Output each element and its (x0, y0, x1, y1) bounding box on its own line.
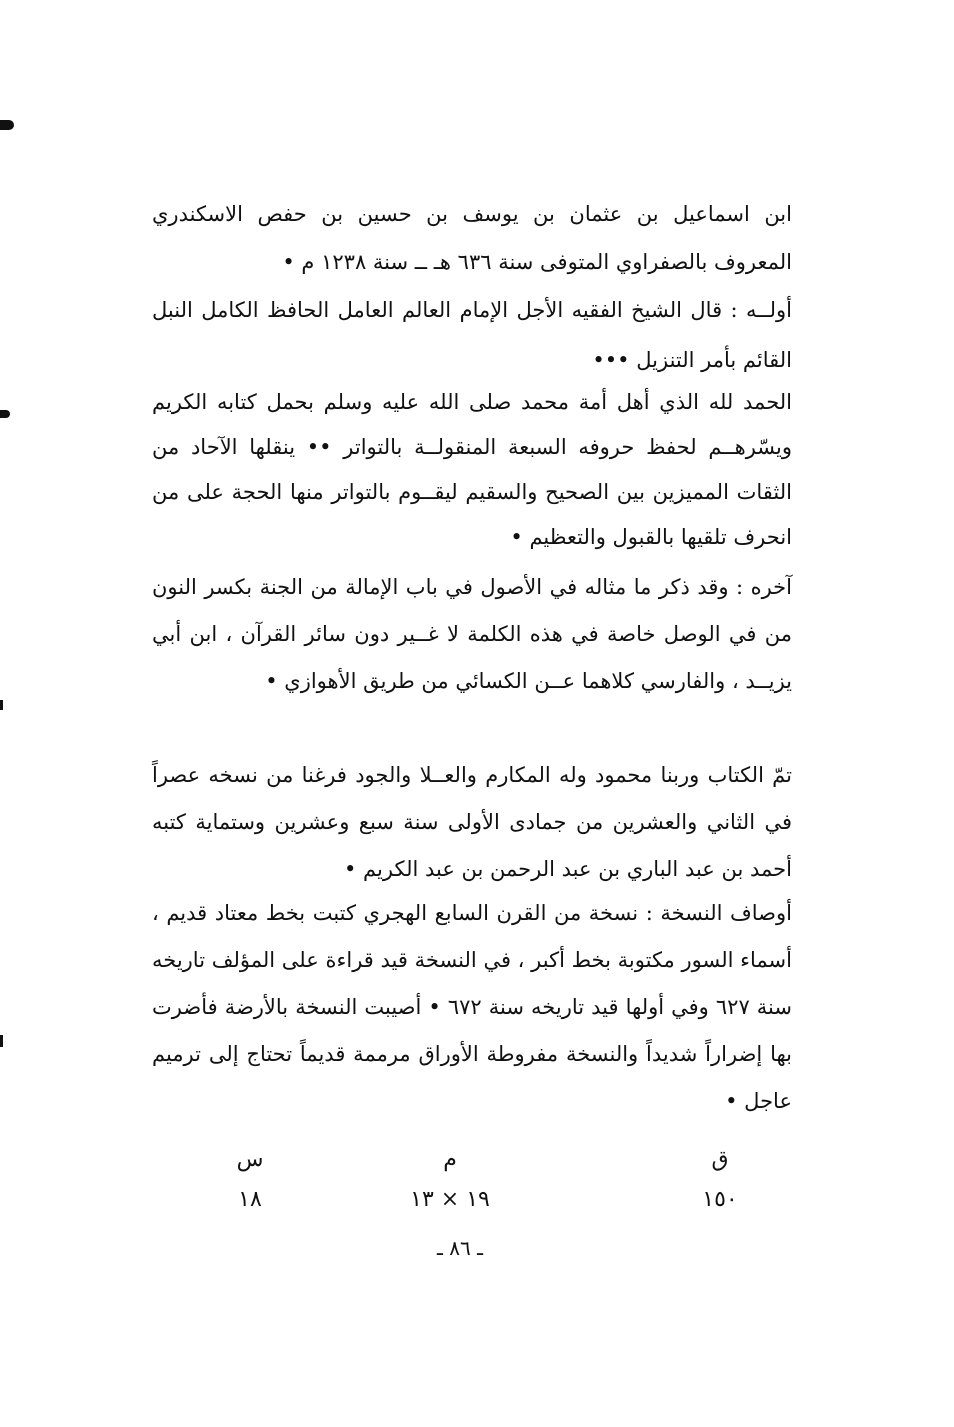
manuscript-dimensions (200, 1140, 740, 1220)
size-value: ١٩ × ١٣ (410, 1187, 490, 1212)
lines-label: س (236, 1147, 264, 1172)
lines-value: ١٨ (238, 1187, 262, 1212)
scan-margin-mark (0, 120, 14, 130)
scan-margin-mark (0, 410, 10, 418)
size-label: م (443, 1147, 457, 1172)
author-paragraph: ابن اسماعيل بن عثمان بن يوسف بن حسين بن حفص الاسكندري المعروف بالصفراوي المتوفى سنة ٦٣٦ هـ ــ سنة ١٢٣٨ م • (152, 202, 792, 274)
colophon-paragraph: تمّ الكتاب وربنا محمود وله المكارم والعــلا والجود فرغنا من نسخه عصراً في الثاني والعشرين من جمادى الأولى سنة سبع وعشرين وستماية كتبه أحمد بن عبد الباري بن عبد الرحمن بن عبد الكريم • (152, 763, 792, 881)
beginning-paragraph: أولــه : قال الشيخ الفقيه الأجل الإمام العالم العامل الحافظ الكامل النبل القائم بأمر التنزيل ••• (152, 298, 792, 372)
leaves-count (660, 1140, 780, 1220)
leaves-value: ١٥٠ (702, 1187, 738, 1212)
scan-margin-mark (0, 700, 3, 710)
ending-paragraph: آخره : وقد ذكر ما مثاله في الأصول في باب الإمالة من الجنة بكسر النون من في الوصل خاصة في هذه الكلمة لا غــير دون سائر القرآن ، ابن أبي يزيــد ، والفارسي كلاهما عــن الكسائي من طريق الأهوازي • (152, 575, 792, 693)
preface-paragraph: الحمد لله الذي أهل أمة محمد صلى الله عليه وسلم بحمل كتابه الكريم ويسّرهــم لحفظ حروفه السبعة المنقولــة بالتواتر •• ينقلها الآحاد من الثقات المميزين بين الصحيح والسقيم ليقــوم بالتواتر منها الحجة على من انحرف تلقيها بالقبول والتعظيم • (152, 390, 792, 549)
scan-margin-mark (0, 1035, 3, 1047)
manuscript-description-paragraph: أوصاف النسخة : نسخة من القرن السابع الهجري كتبت بخط معتاد قديم ، أسماء السور مكتوبة بخط أكبر ، في النسخة قيد قراءة على المؤلف تاريخه سنة ٦٢٧ وفي أولها قيد تاريخه سنة ٦٧٢ • أصيبت النسخة بالأرضة فأضرت بها إضراراً شديداً والنسخة مفروطة الأوراق مرممة قديماً تحتاج إلى ترميم عاجل • (152, 901, 792, 1113)
page-number: ـ ٨٦ ـ (437, 1236, 483, 1260)
leaves-label: ق (711, 1147, 729, 1172)
size-measure (390, 1140, 510, 1220)
lines-count (190, 1140, 310, 1220)
